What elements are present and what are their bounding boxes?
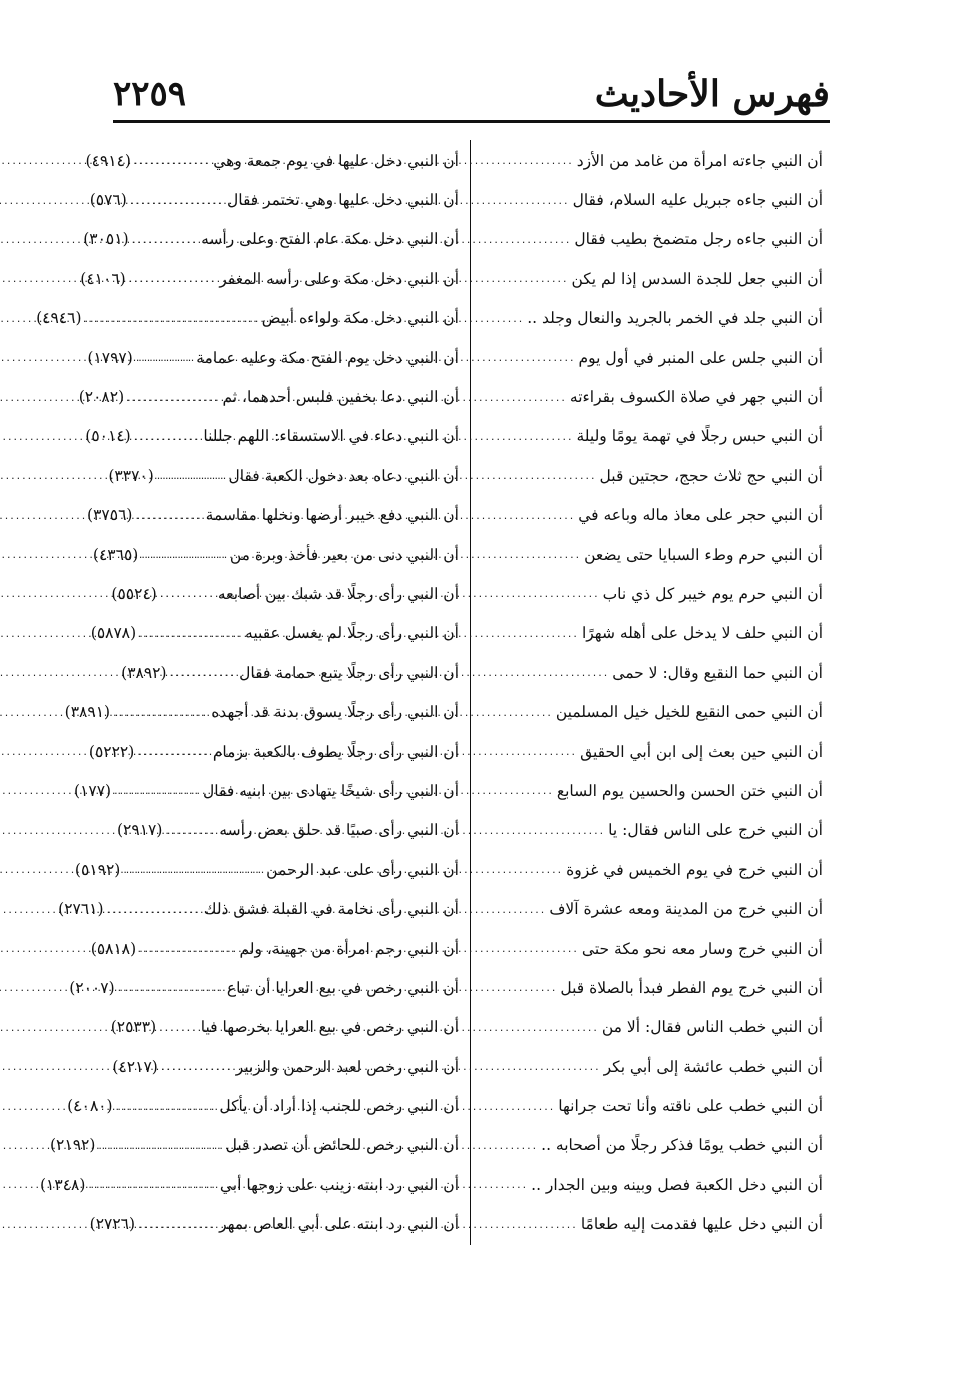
entry-ref-number: (٥٨١٨)	[90, 939, 137, 958]
index-entry	[117, 220, 459, 259]
entry-ref-number: (١٧٧)	[73, 781, 112, 800]
page-number: ٢٢٥٩	[113, 74, 187, 114]
entry-text: أن النبي خطب عائشة إلى أبي بكر	[603, 1057, 823, 1076]
page-header	[113, 70, 830, 120]
leader-dots	[0, 351, 196, 364]
entry-text: أن النبي دخل مكة وعلى رأسه المغفر	[219, 269, 459, 288]
entry-ref-number: (٥٨٧٨)	[90, 624, 137, 643]
index-entry	[117, 338, 459, 377]
header-rule	[113, 120, 830, 123]
entry-ref-number: (٣٣٧٠)	[108, 466, 154, 485]
index-entry	[117, 811, 459, 850]
page-title: فهرس الأحاديث	[594, 73, 830, 115]
leader-dots	[0, 627, 245, 640]
entry-text: أن النبي دفع خيبر أرضها ونخلها مقاسمة	[205, 506, 459, 525]
entry-text: أن النبي دخل يوم الفتح مكة وعليه عمامة	[196, 348, 459, 367]
entry-text: أن النبي حمى النقيع للخيل خيل المسلمين	[555, 703, 823, 722]
entry-text: أن النبي رأى رجلًا يسوق بدنة قد أجهده	[211, 703, 459, 722]
entry-text: أن النبي دعاء في الاستسقاء: اللهم جللنا	[203, 427, 459, 446]
leader-dots	[0, 666, 239, 679]
index-entry	[117, 889, 459, 928]
leader-dots	[0, 154, 213, 167]
entry-text: أن النبي رأى نخامة في القبلة فشق ذلك	[203, 900, 459, 919]
leader-dots	[0, 824, 219, 837]
entry-text: أن النبي دخل عليها في يوم جمعة وهي	[213, 151, 459, 170]
entry-text: أن النبي جهر في صلاة الكسوف بقراءته	[569, 388, 823, 407]
leader-dots	[0, 706, 211, 719]
entry-text: أن النبي خطب الناس فقال: ألا من	[601, 1018, 823, 1037]
index-entry	[117, 771, 459, 810]
leader-dots	[0, 430, 203, 443]
entry-text: أن النبي رأى رجلًا يطوف بالكعبة بزمام	[212, 742, 459, 761]
entry-ref-number: (٢٧٢٦)	[89, 1215, 136, 1234]
leader-dots	[0, 903, 204, 916]
entry-ref-number: (٣٧٥٦)	[87, 506, 133, 525]
entry-text: أن النبي رأى شيخًا يتهادى بين ابنيه فقال	[203, 781, 459, 800]
entry-text: أن النبي خطب على ناقته وأنا تحت جرانها	[558, 1097, 823, 1116]
leader-dots	[0, 942, 239, 955]
entry-text: أن النبي خرج يوم الفطر فبدأ بالصلاة قبل	[560, 978, 823, 997]
entry-ref-number: (١٧٩٧)	[87, 348, 133, 367]
entry-text: أن النبي خرج من المدينة ومعه عشرة آلاف	[549, 900, 823, 919]
entry-ref-number: (٢٠٠٧)	[69, 978, 115, 997]
entry-text: أن النبي رخص لعبد الرحمن والزبير	[235, 1057, 459, 1076]
entry-text: أن النبي جاءه جبريل عليه السلام، فقال	[572, 191, 823, 210]
entry-ref-number: (٣٨٩٢)	[121, 663, 167, 682]
entry-ref-number: (٥٢٢٢)	[88, 742, 135, 761]
entry-ref-number: (١٣٤٨)	[39, 1175, 86, 1194]
index-entry	[117, 1205, 459, 1244]
entry-text: أن النبي رأى رجلًا يتبع حمامة فقال	[239, 663, 459, 682]
entry-ref-number: (٥٠١٤)	[85, 427, 131, 446]
entry-text: أن النبي ختن الحسن والحسين يوم السابع	[556, 781, 823, 800]
entry-text: أن النبي جلس على المنبر في أول يوم	[578, 348, 823, 367]
entry-text: أن النبي جاءته امرأة من غامد من الأزد	[576, 151, 823, 170]
index-entry	[117, 1047, 459, 1086]
leader-dots	[0, 1218, 219, 1231]
leader-dots	[0, 391, 222, 404]
entry-text: أن النبي رأى على عبد الرحمن	[266, 860, 459, 879]
entry-text: أن النبي رخص للحائض أن تصدر قبل	[225, 1136, 459, 1155]
leader-dots	[0, 863, 266, 876]
leader-dots	[0, 1021, 201, 1034]
entry-ref-number: (٢٩١٧)	[116, 821, 163, 840]
leader-dots	[0, 784, 203, 797]
index-entry	[117, 1086, 459, 1125]
entry-text: أن النبي حين بعث إلى ابن أبي الحقيق	[580, 742, 823, 761]
entry-ref-number: (٢٥٣٣)	[110, 1018, 157, 1037]
index-entry	[117, 1126, 459, 1165]
entry-text: أن النبي حلف لا يدخل على أهله شهرًا	[581, 624, 823, 643]
left-column	[117, 141, 459, 1244]
index-entry	[117, 692, 459, 731]
index-entry	[117, 1165, 459, 1204]
entry-text: أن النبي حما النقيع وقال: لا حمى	[612, 663, 823, 682]
leader-dots	[0, 745, 213, 758]
index-entry	[117, 377, 459, 416]
entry-ref-number: (٤٩٤٦)	[36, 309, 82, 328]
index-entry	[117, 141, 459, 180]
entry-text: أن النبي رخص في بيع العرايا بخرصها فيا	[200, 1018, 459, 1037]
entry-ref-number: (٤٣٦٥)	[92, 545, 139, 564]
entry-ref-number: (٣٠٥١)	[83, 230, 129, 249]
entry-text: أن النبي دخل الكعبة فصل وبينه وبين الجدار ..	[531, 1175, 823, 1194]
index-entry	[117, 574, 459, 613]
entry-ref-number: (٥١٩٢)	[74, 860, 121, 879]
entry-ref-number: (٢٧٦١)	[58, 900, 104, 919]
index-entry	[117, 653, 459, 692]
index-entry	[117, 968, 459, 1007]
leader-dots	[0, 548, 230, 561]
leader-dots	[0, 272, 219, 285]
leader-dots	[0, 1060, 236, 1073]
leader-dots	[0, 1139, 226, 1152]
entry-ref-number: (٤٢١٧)	[112, 1057, 158, 1076]
entry-text: أن النبي حجر على معاذ ماله وباعه في	[578, 506, 823, 525]
entry-text: أن النبي خطب يومًا فذكر رجلًا من أصحابه ..	[541, 1136, 823, 1155]
leader-dots	[0, 1100, 219, 1113]
leader-dots	[0, 194, 227, 207]
entry-text: أن النبي رخص في بيع العرايا أن تباع	[226, 978, 459, 997]
index-entry	[117, 1008, 459, 1047]
entry-ref-number: (٣٨٩١)	[64, 703, 111, 722]
entry-text: أن النبي جعل للجدة السدس إذا لم يكن	[571, 269, 823, 288]
index-entry	[117, 417, 459, 456]
index-entry	[117, 456, 459, 495]
index-entry	[117, 732, 459, 771]
entry-ref-number: (٢٠٨٢)	[78, 388, 125, 407]
entry-text: أن النبي دنى من بعير فأخذ وبرة من	[229, 545, 459, 564]
entry-ref-number: (٤١٠٦)	[80, 269, 126, 288]
index-entry	[117, 299, 459, 338]
entry-text: أن النبي دخل عليها وهي تختمر فقال	[226, 191, 459, 210]
entry-text: أن النبي خرج وسار معه نحو مكة حتى	[581, 939, 823, 958]
index-entry	[117, 180, 459, 219]
index-entry	[117, 496, 459, 535]
entry-text: أن النبي حج ثلاث حجج، حجتين قبل	[599, 466, 823, 485]
entry-ref-number: (٢١٩٢)	[49, 1136, 96, 1155]
entry-text: أن النبي رأى صبيًا قد حلق بعض رأسه	[219, 821, 459, 840]
entry-text: أن النبي رأى رجلًا لم يغسل عقبيه	[245, 624, 459, 643]
entry-text: أن النبي دخل عليها فقدمت إليه طعامًا	[580, 1215, 823, 1234]
entry-text: أن النبي حرم يوم خيبر كل ذي ناب	[602, 584, 823, 603]
entry-text: أن النبي خرج على الناس فقال: يا	[608, 821, 823, 840]
leader-dots	[0, 233, 201, 246]
index-entry	[117, 259, 459, 298]
entry-text: أن النبي حرم وطء السبايا حتى يضعن	[584, 545, 823, 564]
entry-text: أن النبي رجم امرأة من جهينة، ولم	[239, 939, 459, 958]
index-entry	[117, 614, 459, 653]
entry-ref-number: (٤٠٨٠)	[67, 1097, 113, 1116]
leader-dots	[0, 509, 206, 522]
column-divider	[470, 140, 471, 1245]
leader-dots	[0, 981, 227, 994]
leader-dots	[0, 469, 228, 482]
leader-dots	[0, 1178, 220, 1191]
entry-text: أن النبي رد ابنته زينب على زوجها أبي	[219, 1175, 459, 1194]
entry-text: أن النبي جاءه رجل متضمخ بطيب فقال	[574, 230, 823, 249]
entry-text: أن النبي دعا بخفين فلبس أحدهما، ثم	[222, 388, 459, 407]
index-entry	[117, 535, 459, 574]
entry-ref-number: (٥٧٦)	[89, 191, 127, 210]
entry-text: أن النبي رخص للجنب إذا أراد أن يأكل	[219, 1097, 459, 1116]
entry-text: أن النبي دعاه بعد دخول الكعبة فقال	[228, 466, 459, 485]
leader-dots	[0, 312, 262, 325]
entry-text: أن النبي حبس رجلًا في تهمة يومًا وليلة	[576, 427, 823, 446]
index-entry	[117, 929, 459, 968]
entry-ref-number: (٤٩١٤)	[85, 151, 131, 170]
leader-dots	[0, 587, 218, 600]
entry-text: أن النبي دخل مكة ولواءه أبيض	[261, 309, 459, 328]
entry-text: أن النبي رأى رجلًا قد شبك بين أصابعه	[217, 584, 459, 603]
entry-text: أن النبي جلد في الخمر بالجريد والنعال وجلد ..	[527, 309, 823, 328]
entry-text: أن النبي خرج في يوم الخميس في غزوة	[566, 860, 823, 879]
entry-text: أن النبي دخل مكة عام الفتح وعلى رأسه	[201, 230, 459, 249]
entry-text: أن النبي رد ابنته على أبي العاص بمهر	[219, 1215, 459, 1234]
entry-ref-number: (٥٥٢٤)	[111, 584, 157, 603]
index-entry	[117, 850, 459, 889]
